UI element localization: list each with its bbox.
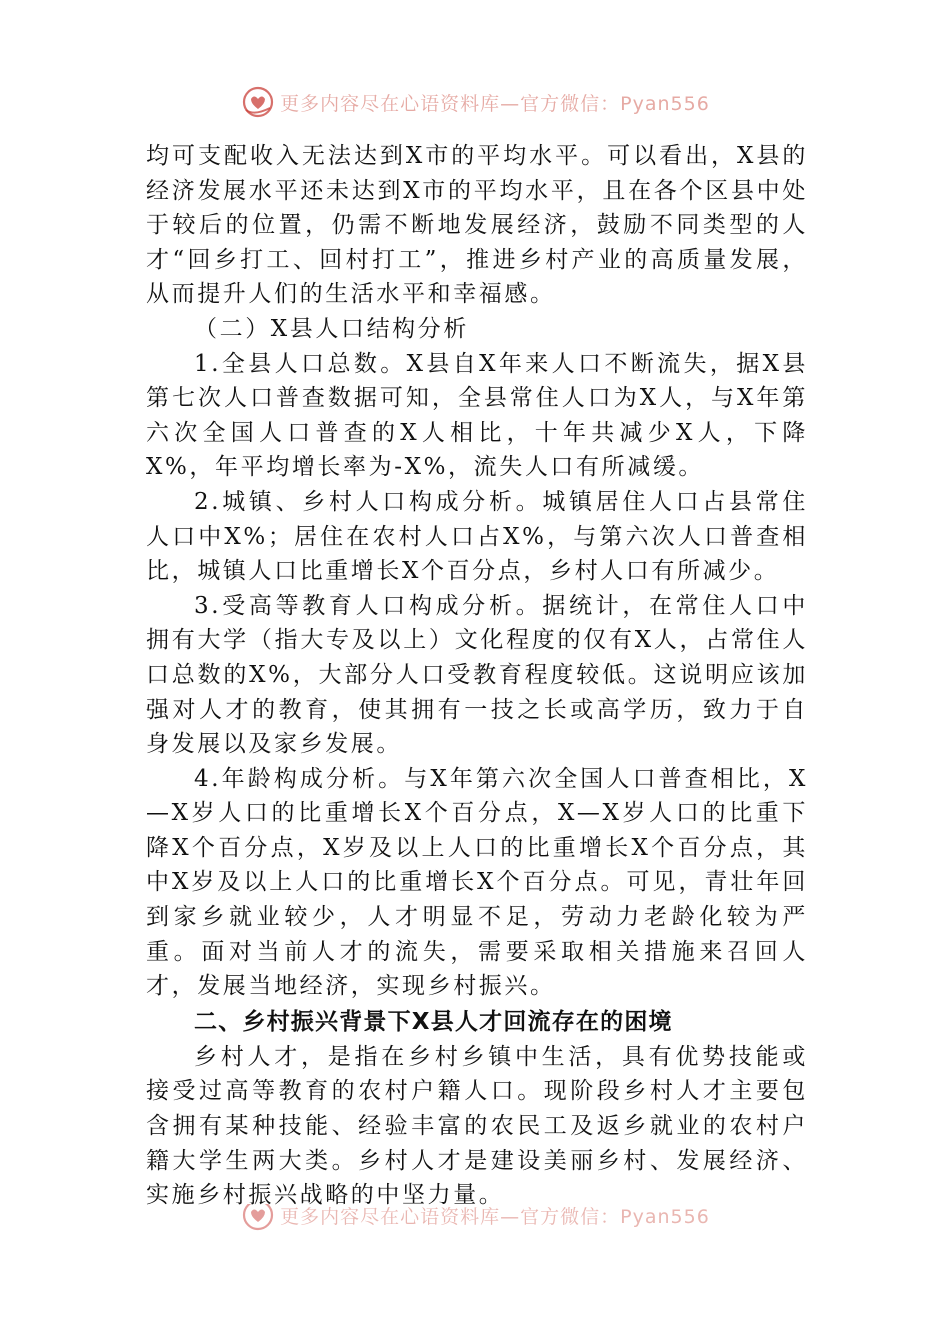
watermark-header (0, 82, 950, 122)
cloud-heart-logo-icon (240, 84, 276, 120)
paragraph-total-population: 1.全县人口总数。X县自X年来人口不断流失，据X县第七次人口普查数据可知，全县常住人口为X人，与X年第六次全国人口普查的X人相比，十年共减少X人，下降X%，年平均增长率为-X%，流失人口有所减缓。 (146, 350, 808, 481)
watermark-text: 更多内容尽在心语资料库—官方微信：Pyan556 (280, 92, 710, 115)
heading-section-two: 二、乡村振兴背景下X县人才回流存在的困境 (194, 1008, 673, 1035)
document-body (146, 139, 808, 1213)
subheading-population-structure: （二）X县人口结构分析 (194, 315, 469, 342)
paragraph-education: 3.受高等教育人口构成分析。据统计，在常住人口中拥有大学（指大专及以上）文化程度的仅有X人，占常住人口总数的X%，大部分人口受教育程度较低。这说明应该加强对人才的教育，使其拥有一技之长或高学历，致力于自身发展以及家乡发展。 (146, 592, 808, 758)
cloud-heart-logo-icon (240, 1204, 276, 1233)
watermark-footer (0, 1204, 950, 1234)
paragraph-age-structure: 4.年龄构成分析。与X年第六次全国人口普查相比，X—X岁人口的比重增长X个百分点，X—X岁人口的比重下降X个百分点，X岁及以上人口的比重增长X个百分点，其中X岁及以上人口的比重增长X个百分点。可见，青壮年回到家乡就业较少，人才明显不足，劳动力老龄化较为严重。面对当前人才的流失，需要采取相关措施来召回人才，发展当地经济，实现乡村振兴。 (146, 765, 808, 1000)
paragraph-rural-talent: 乡村人才，是指在乡村乡镇中生活，具有优势技能或接受过高等教育的农村户籍人口。现阶段乡村人才主要包含拥有某种技能、经验丰富的农民工及返乡就业的农村户籍大学生两大类。乡村人才是建设美丽乡村、发展经济、实施乡村振兴战略的中坚力量。 (146, 1043, 808, 1209)
paragraph-urban-rural: 2.城镇、乡村人口构成分析。城镇居住人口占县常住人口中X%；居住在农村人口占X%，与第六次人口普查相比，城镇人口比重增长X个百分点，乡村人口有所减少。 (146, 488, 808, 585)
paragraph-income: 均可支配收入无法达到X市的平均水平。可以看出，X县的经济发展水平还未达到X市的平均水平，且在各个区县中处于较后的位置，仍需不断地发展经济，鼓励不同类型的人才“回乡打工、回村打工”，推进乡村产业的高质量发展，从而提升人们的生活水平和幸福感。 (146, 143, 808, 308)
watermark-text: 更多内容尽在心语资料库—官方微信：Pyan556 (280, 1205, 710, 1228)
